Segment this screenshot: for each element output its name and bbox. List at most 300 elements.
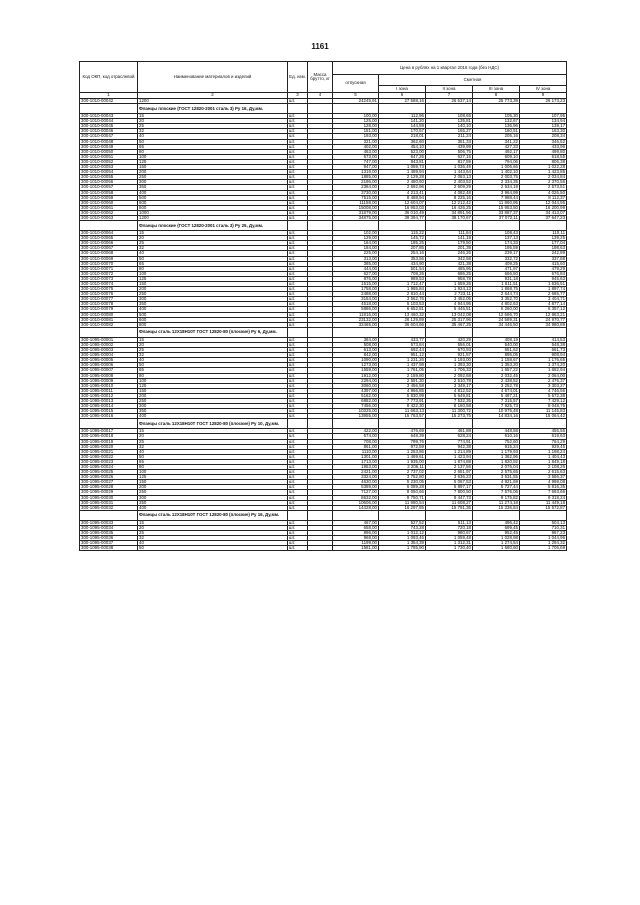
cell-zone-3: 136,96 xyxy=(473,124,520,129)
cell-release-price: 34875,00 xyxy=(333,215,379,220)
cell-release-price: 2384,00 xyxy=(333,185,379,190)
cell-unit: шт. xyxy=(288,287,308,292)
cell-unit: шт. xyxy=(288,256,308,261)
cell-unit: шт. xyxy=(288,500,308,505)
cell-name: 350 xyxy=(138,302,288,307)
cell-release-price: 947,00 xyxy=(333,165,379,170)
cell-zone-4: 1 706,69 xyxy=(520,546,567,551)
cell-code: 300-1010-00056 xyxy=(80,180,138,185)
cell-zone-3: 108,43 xyxy=(473,231,520,236)
cell-code: 300-1010-00054 xyxy=(80,170,138,175)
cell-zone-1: 647,26 xyxy=(379,154,426,159)
cell-code: 300-1095-00025 xyxy=(80,470,138,475)
cell-zone-1: 115,22 xyxy=(379,231,426,236)
cell-unit: шт. xyxy=(288,276,308,281)
cell-zone-3: 666,50 xyxy=(473,271,520,276)
cell-unit: шт. xyxy=(288,271,308,276)
cell-unit: шт. xyxy=(288,261,308,266)
cell-zone-1: 141,20 xyxy=(379,119,426,124)
cell-code: 300-1095-00038 xyxy=(80,546,138,551)
cell-name: 150 xyxy=(138,282,288,287)
empty-cell xyxy=(379,419,426,429)
cell-zone-2: 461,88 xyxy=(426,429,473,434)
cell-unit: шт. xyxy=(288,165,308,170)
empty-cell xyxy=(426,221,473,231)
empty-cell xyxy=(379,221,426,231)
section-title: Фланцы сталь 12Х18Н10Т ГОСТ 12820-80 (плоские) Ру 6, Ду,мм. xyxy=(138,327,288,337)
cell-zone-1: 989,53 xyxy=(379,276,426,281)
cell-code: 300-1095-00006 xyxy=(80,363,138,368)
cell-release-price: 7127,00 xyxy=(333,490,379,495)
cell-zone-3: 12 666,70 xyxy=(473,312,520,317)
cell-code: 300-1095-00003 xyxy=(80,348,138,353)
cell-release-price: 1273,00 xyxy=(333,363,379,368)
cell-zone-4: 1 897,74 xyxy=(520,287,567,292)
cell-zone-1: 1 469,61 xyxy=(379,454,426,459)
cell-zone-2: 351,33 xyxy=(426,139,473,144)
cell-code: 300-1095-00010 xyxy=(80,383,138,388)
cell-code: 300-1095-00009 xyxy=(80,378,138,383)
cell-zone-3: 3 964,99 xyxy=(473,190,520,195)
cell-zone-4: 1 849,18 xyxy=(520,459,567,464)
empty-cell xyxy=(288,104,308,114)
cell-zone-1: 972,59 xyxy=(379,444,426,449)
cell-zone-4: 15 572,87 xyxy=(520,505,567,510)
cell-release-price: 5389,00 xyxy=(333,485,379,490)
cell-name: 15 xyxy=(138,429,288,434)
cell-zone-3: 3 252,78 xyxy=(473,383,520,388)
cell-release-price: 129,00 xyxy=(333,236,379,241)
cell-code: 300-1010-00070 xyxy=(80,261,138,266)
cell-zone-1: 36 010,49 xyxy=(379,210,426,215)
cell-name: 300 xyxy=(138,180,288,185)
cell-zone-2: 1 193,00 xyxy=(426,358,473,363)
cell-zone-2: 35 467,25 xyxy=(426,322,473,327)
cell-name: 65 xyxy=(138,261,288,266)
section-row xyxy=(80,104,567,114)
empty-cell xyxy=(308,221,333,231)
cell-name: 25 xyxy=(138,241,288,246)
cell-zone-4: 8 112,37 xyxy=(520,195,567,200)
cell-zone-1: 7 773,91 xyxy=(379,398,426,403)
header-name: Наименование материалов и изделий xyxy=(138,62,288,93)
cell-unit: шт. xyxy=(288,266,308,271)
cell-name: 400 xyxy=(138,505,288,510)
cell-zone-4: 929,45 xyxy=(520,444,567,449)
cell-code: 300-1010-00042 xyxy=(80,99,138,104)
cell-zone-2: 7 532,35 xyxy=(426,398,473,403)
cell-release-price: 313,00 xyxy=(333,256,379,261)
cell-zone-3: 1 611,51 xyxy=(473,282,520,287)
cell-zone-2: 2 510,78 xyxy=(426,378,473,383)
cell-name: 40 xyxy=(138,358,288,363)
cell-release-price: 5162,00 xyxy=(333,393,379,398)
cell-release-price: 4397,00 xyxy=(333,388,379,393)
cell-unit: шт. xyxy=(288,251,308,256)
cell-zone-2: 1 874,88 xyxy=(426,459,473,464)
cell-code: 300-1010-00067 xyxy=(80,246,138,251)
cell-zone-3: 1 402,10 xyxy=(473,170,520,175)
cell-name: 20 xyxy=(138,342,288,347)
cell-code: 300-1010-00043 xyxy=(80,114,138,119)
cell-name: 400 xyxy=(138,414,288,419)
cell-release-price: 7515,00 xyxy=(333,195,379,200)
cell-zone-4: 710,31 xyxy=(520,525,567,530)
cell-name: 50 xyxy=(138,454,288,459)
cell-zone-1: 36 604,66 xyxy=(379,322,426,327)
column-number: 6 xyxy=(379,93,426,99)
cell-zone-3: 915,24 xyxy=(473,444,520,449)
cell-unit: шт. xyxy=(288,149,308,154)
cell-zone-1: 1 253,86 xyxy=(379,449,426,454)
cell-zone-2: 165,27 xyxy=(426,129,473,134)
cell-zone-1: 1 489,94 xyxy=(379,170,426,175)
cell-zone-3: 105,30 xyxy=(473,114,520,119)
cell-name: 32 xyxy=(138,444,288,449)
cell-unit: шт. xyxy=(288,144,308,149)
cell-name: 600 xyxy=(138,200,288,205)
cell-code: 300-1010-00082 xyxy=(80,322,138,327)
cell-release-price: 8632,00 xyxy=(333,495,379,500)
empty-cell xyxy=(520,419,567,429)
cell-release-price: 422,00 xyxy=(333,429,379,434)
cell-zone-4: 337,88 xyxy=(520,256,567,261)
cell-unit: шт. xyxy=(288,282,308,287)
cell-zone-1: 353,56 xyxy=(379,256,426,261)
cell-zone-3: 1 680,60 xyxy=(473,546,520,551)
cell-zone-3: 1 657,22 xyxy=(473,368,520,373)
cell-code: 300-1095-00026 xyxy=(80,475,138,480)
cell-code: 300-1010-00078 xyxy=(80,302,138,307)
cell-zone-2: 342,58 xyxy=(426,256,473,261)
cell-unit: шт. xyxy=(288,246,308,251)
cell-zone-2: 1 443,64 xyxy=(426,170,473,175)
cell-unit: шт. xyxy=(288,439,308,444)
cell-zone-3: 160,51 xyxy=(473,129,520,134)
cell-code: 300-1095-00037 xyxy=(80,541,138,546)
cell-zone-3: 931,18 xyxy=(473,276,520,281)
cell-name: 100 xyxy=(138,378,288,383)
cell-zone-1: 254,16 xyxy=(379,251,426,256)
cell-release-price: 10325,00 xyxy=(333,409,379,414)
cell-zone-3: 34 446,50 xyxy=(473,322,520,327)
cell-zone-4: 1 423,85 xyxy=(520,170,567,175)
cell-release-price: 842,00 xyxy=(333,353,379,358)
cell-zone-2: 5 649,81 xyxy=(426,393,473,398)
cell-zone-3: 1 274,54 xyxy=(473,541,520,546)
cell-name: 300 xyxy=(138,404,288,409)
cell-name: 40 xyxy=(138,541,288,546)
cell-unit: шт. xyxy=(288,404,308,409)
cell-zone-3: 25 773,39 xyxy=(473,99,520,104)
empty-cell xyxy=(333,419,379,429)
cell-code: 300-1010-00081 xyxy=(80,317,138,322)
cell-name: 20 xyxy=(138,434,288,439)
cell-zone-2: 3 349,17 xyxy=(426,383,473,388)
cell-release-price: 574,00 xyxy=(333,434,379,439)
table-body xyxy=(80,99,567,551)
cell-zone-1: 692,44 xyxy=(379,348,426,353)
cell-name: 350 xyxy=(138,409,288,414)
cell-name: 65 xyxy=(138,459,288,464)
cell-code: 300-1010-00066 xyxy=(80,241,138,246)
cell-zone-2: 15 273,75 xyxy=(426,414,473,419)
cell-zone-2: 627,15 xyxy=(426,154,473,159)
cell-zone-2: 8 225,16 xyxy=(426,195,473,200)
cell-zone-3: 752,60 xyxy=(473,439,520,444)
cell-name: 150 xyxy=(138,480,288,485)
cell-zone-3: 137,13 xyxy=(473,236,520,241)
empty-cell xyxy=(379,327,426,337)
cell-release-price: 32465,00 xyxy=(333,322,379,327)
cell-name: 300 xyxy=(138,495,288,500)
cell-name: 350 xyxy=(138,185,288,190)
cell-name: 65 xyxy=(138,368,288,373)
column-number: 5 xyxy=(333,93,379,99)
empty-cell xyxy=(426,419,473,429)
cell-zone-1: 1 231,26 xyxy=(379,358,426,363)
cell-zone-4: 24 970,77 xyxy=(520,317,567,322)
cell-name: 100 xyxy=(138,470,288,475)
cell-zone-4: 139,17 xyxy=(520,124,567,129)
cell-zone-3: 651,62 xyxy=(473,348,520,353)
cell-code: 300-1010-00079 xyxy=(80,307,138,312)
cell-zone-4: 11 449,18 xyxy=(520,500,567,505)
cell-release-price: 747,00 xyxy=(333,159,379,164)
cell-zone-2: 211,24 xyxy=(426,134,473,139)
section-title: Фланцы плоские (ГОСТ 12820-2001 сталь 3) Ру 25, Ду,мм. xyxy=(138,221,288,231)
cell-zone-1: 5 103,53 xyxy=(379,302,426,307)
cell-name: 800 xyxy=(138,322,288,327)
cell-zone-3: 24 589,31 xyxy=(473,317,520,322)
cell-name: 32 xyxy=(138,129,288,134)
cell-name: 125 xyxy=(138,383,288,388)
cell-zone-1: 6 089,28 xyxy=(379,485,426,490)
cell-unit: шт. xyxy=(288,393,308,398)
cell-unit: шт. xyxy=(288,520,308,525)
cell-zone-2: 26 537,14 xyxy=(426,99,473,104)
cell-code: 300-1095-00012 xyxy=(80,393,138,398)
cell-code: 300-1095-00014 xyxy=(80,404,138,409)
cell-zone-3: 2 032,45 xyxy=(473,373,520,378)
cell-zone-4: 1 022,28 xyxy=(520,165,567,170)
cell-code: 300-1095-00011 xyxy=(80,388,138,393)
cell-zone-4: 3 404,71 xyxy=(520,297,567,302)
cell-release-price: 708,00 xyxy=(333,439,379,444)
column-number: 7 xyxy=(426,93,473,99)
cell-release-price: 24245,91 xyxy=(333,99,379,104)
cell-zone-2: 135,81 xyxy=(426,119,473,124)
cell-name: 125 xyxy=(138,276,288,281)
cell-zone-2: 1 059,48 xyxy=(426,536,473,541)
cell-name: 40 xyxy=(138,134,288,139)
cell-zone-4: 198,63 xyxy=(520,246,567,251)
cell-code: 300-1095-00018 xyxy=(80,434,138,439)
cell-code: 300-1010-00046 xyxy=(80,129,138,134)
cell-zone-2: 2 651,97 xyxy=(426,470,473,475)
cell-zone-2: 13 042,08 xyxy=(426,312,473,317)
cell-code: 300-1010-00052 xyxy=(80,159,138,164)
empty-cell xyxy=(308,327,333,337)
cell-zone-1: 1 761,05 xyxy=(379,368,426,373)
cell-zone-4: 163,30 xyxy=(520,129,567,134)
cell-release-price: 1301,00 xyxy=(333,454,379,459)
cell-code: 300-1095-00007 xyxy=(80,368,138,373)
cell-code: 300-1010-00055 xyxy=(80,175,138,180)
cell-code: 300-1095-00008 xyxy=(80,373,138,378)
cell-zone-2: 670,93 xyxy=(426,348,473,353)
cell-zone-4: 2 615,63 xyxy=(520,470,567,475)
cell-zone-4: 9 318,24 xyxy=(520,495,567,500)
cell-unit: шт. xyxy=(288,348,308,353)
empty-cell xyxy=(426,327,473,337)
cell-zone-2: 421,38 xyxy=(426,261,473,266)
cell-zone-4: 37 647,23 xyxy=(520,215,567,220)
cell-name: 300 xyxy=(138,297,288,302)
cell-code: 300-1095-00005 xyxy=(80,358,138,363)
cell-release-price: 876,00 xyxy=(333,276,379,281)
cell-unit: шт. xyxy=(288,337,308,342)
cell-code: 300-1095-00013 xyxy=(80,398,138,403)
cell-code: 300-1095-00016 xyxy=(80,414,138,419)
cell-code: 300-1010-00061 xyxy=(80,205,138,210)
cell-zone-4: 4 026,50 xyxy=(520,190,567,195)
cell-zone-3: 239,17 xyxy=(473,251,520,256)
cell-zone-2: 3 452,05 xyxy=(426,297,473,302)
cell-release-price: 3060,00 xyxy=(333,383,379,388)
cell-zone-2: 4 812,52 xyxy=(426,388,473,393)
cell-release-price: 10606,00 xyxy=(333,500,379,505)
cell-zone-3: 3 352,70 xyxy=(473,297,520,302)
cell-name: 400 xyxy=(138,190,288,195)
cell-name: 15 xyxy=(138,231,288,236)
cell-release-price: 1885,00 xyxy=(333,175,379,180)
cell-zone-4: 499,80 xyxy=(520,149,567,154)
header-code: Код ОКП, код отраслевой xyxy=(80,62,138,93)
cell-release-price: 321,00 xyxy=(333,139,379,144)
price-table xyxy=(79,61,567,551)
cell-unit: шт. xyxy=(288,119,308,124)
empty-cell xyxy=(333,327,379,337)
cell-release-price: 896,00 xyxy=(333,531,379,536)
cell-zone-2: 179,50 xyxy=(426,241,473,246)
cell-name: 600 xyxy=(138,317,288,322)
cell-zone-1: 743,28 xyxy=(379,525,426,530)
column-number: 3 xyxy=(288,93,308,99)
cell-release-price: 23132,00 xyxy=(333,317,379,322)
cell-unit: шт. xyxy=(288,124,308,129)
cell-unit: шт. xyxy=(288,454,308,459)
header-price-title: Цена в рублях на 1 квартал 2016 года (без НДС) xyxy=(333,62,567,75)
cell-zone-1: 13 460,32 xyxy=(379,312,426,317)
cell-name: 200 xyxy=(138,287,288,292)
cell-release-price: 125,00 xyxy=(333,119,379,124)
cell-zone-4: 12 863,21 xyxy=(520,312,567,317)
cell-zone-1: 5 230,05 xyxy=(379,480,426,485)
cell-zone-2: 2 063,13 xyxy=(426,175,473,180)
cell-code: 300-1010-00068 xyxy=(80,251,138,256)
cell-release-price: 164,00 xyxy=(333,241,379,246)
cell-zone-3: 341,22 xyxy=(473,139,520,144)
cell-code: 300-1095-00035 xyxy=(80,531,138,536)
cell-zone-2: 2 609,29 xyxy=(426,185,473,190)
cell-name: 25 xyxy=(138,348,288,353)
cell-name: 200 xyxy=(138,393,288,398)
empty-cell xyxy=(308,510,333,520)
cell-zone-1: 4 213,41 xyxy=(379,190,426,195)
cell-name: 500 xyxy=(138,195,288,200)
cell-zone-1: 11 663,13 xyxy=(379,409,426,414)
cell-unit: шт. xyxy=(288,129,308,134)
cell-code: 300-1010-00044 xyxy=(80,119,138,124)
cell-name: 125 xyxy=(138,159,288,164)
table-header xyxy=(80,62,567,99)
cell-zone-1: 3 752,80 xyxy=(379,475,426,480)
cell-zone-2: 1 706,33 xyxy=(426,368,473,373)
section-code-cell xyxy=(80,327,138,337)
cell-zone-2: 16 426,25 xyxy=(426,205,473,210)
cell-unit: шт. xyxy=(288,475,308,480)
cell-zone-3: 471,97 xyxy=(473,266,520,271)
cell-release-price: 385,00 xyxy=(333,261,379,266)
cell-release-price: 7456,00 xyxy=(333,404,379,409)
cell-zone-3: 5 487,21 xyxy=(473,393,520,398)
cell-zone-4: 208,34 xyxy=(520,134,567,139)
cell-unit: шт. xyxy=(288,505,308,510)
section-title: Фланцы плоские (ГОСТ 12820-2001 сталь 3) Ру 16, Ду,мм. xyxy=(138,104,288,114)
cell-zone-1: 8 488,94 xyxy=(379,195,426,200)
cell-release-price: 2294,00 xyxy=(333,378,379,383)
cell-zone-1: 39 394,77 xyxy=(379,215,426,220)
cell-code: 300-1095-00036 xyxy=(80,536,138,541)
cell-zone-1: 1 012,12 xyxy=(379,531,426,536)
cell-zone-3: 15 336,84 xyxy=(473,505,520,510)
cell-zone-4: 479,29 xyxy=(520,266,567,271)
cell-name: 350 xyxy=(138,500,288,505)
cell-unit: шт. xyxy=(288,307,308,312)
cell-zone-3: 540,00 xyxy=(473,342,520,347)
cell-release-price: 1581,00 xyxy=(333,546,379,551)
empty-cell xyxy=(333,104,379,114)
cell-zone-2: 12 212,42 xyxy=(426,200,473,205)
cell-release-price: 463,00 xyxy=(333,149,379,154)
cell-zone-1: 708,26 xyxy=(379,271,426,276)
cell-code: 300-1010-00063 xyxy=(80,215,138,220)
cell-zone-3: 448,58 xyxy=(473,429,520,434)
cell-zone-1: 454,10 xyxy=(379,144,426,149)
cell-zone-2: 1 312,31 xyxy=(426,541,473,546)
cell-unit: шт. xyxy=(288,114,308,119)
cell-zone-1: 2 480,60 xyxy=(379,180,426,185)
cell-release-price: 102,00 xyxy=(333,231,379,236)
section-row xyxy=(80,510,567,520)
section-title: Фланцы сталь 12Х18Н10Т ГОСТ 12820-80 (плоские) Ру 16, Ду,мм. xyxy=(138,510,288,520)
cell-zone-3: 952,45 xyxy=(473,531,520,536)
cell-zone-4: 414,53 xyxy=(520,337,567,342)
cell-code: 300-1010-00073 xyxy=(80,276,138,281)
cell-name: 20 xyxy=(138,525,288,530)
cell-zone-4: 504,13 xyxy=(520,520,567,525)
cell-zone-2: 1 393,30 xyxy=(426,363,473,368)
empty-cell xyxy=(473,419,520,429)
section-code-cell xyxy=(80,419,138,429)
cell-zone-1: 362,60 xyxy=(379,139,426,144)
cell-zone-3: 1 382,96 xyxy=(473,454,520,459)
cell-zone-2: 1 214,89 xyxy=(426,449,473,454)
cell-unit: шт. xyxy=(288,200,308,205)
cell-zone-4: 3 586,37 xyxy=(520,475,567,480)
cell-name: 80 xyxy=(138,266,288,271)
